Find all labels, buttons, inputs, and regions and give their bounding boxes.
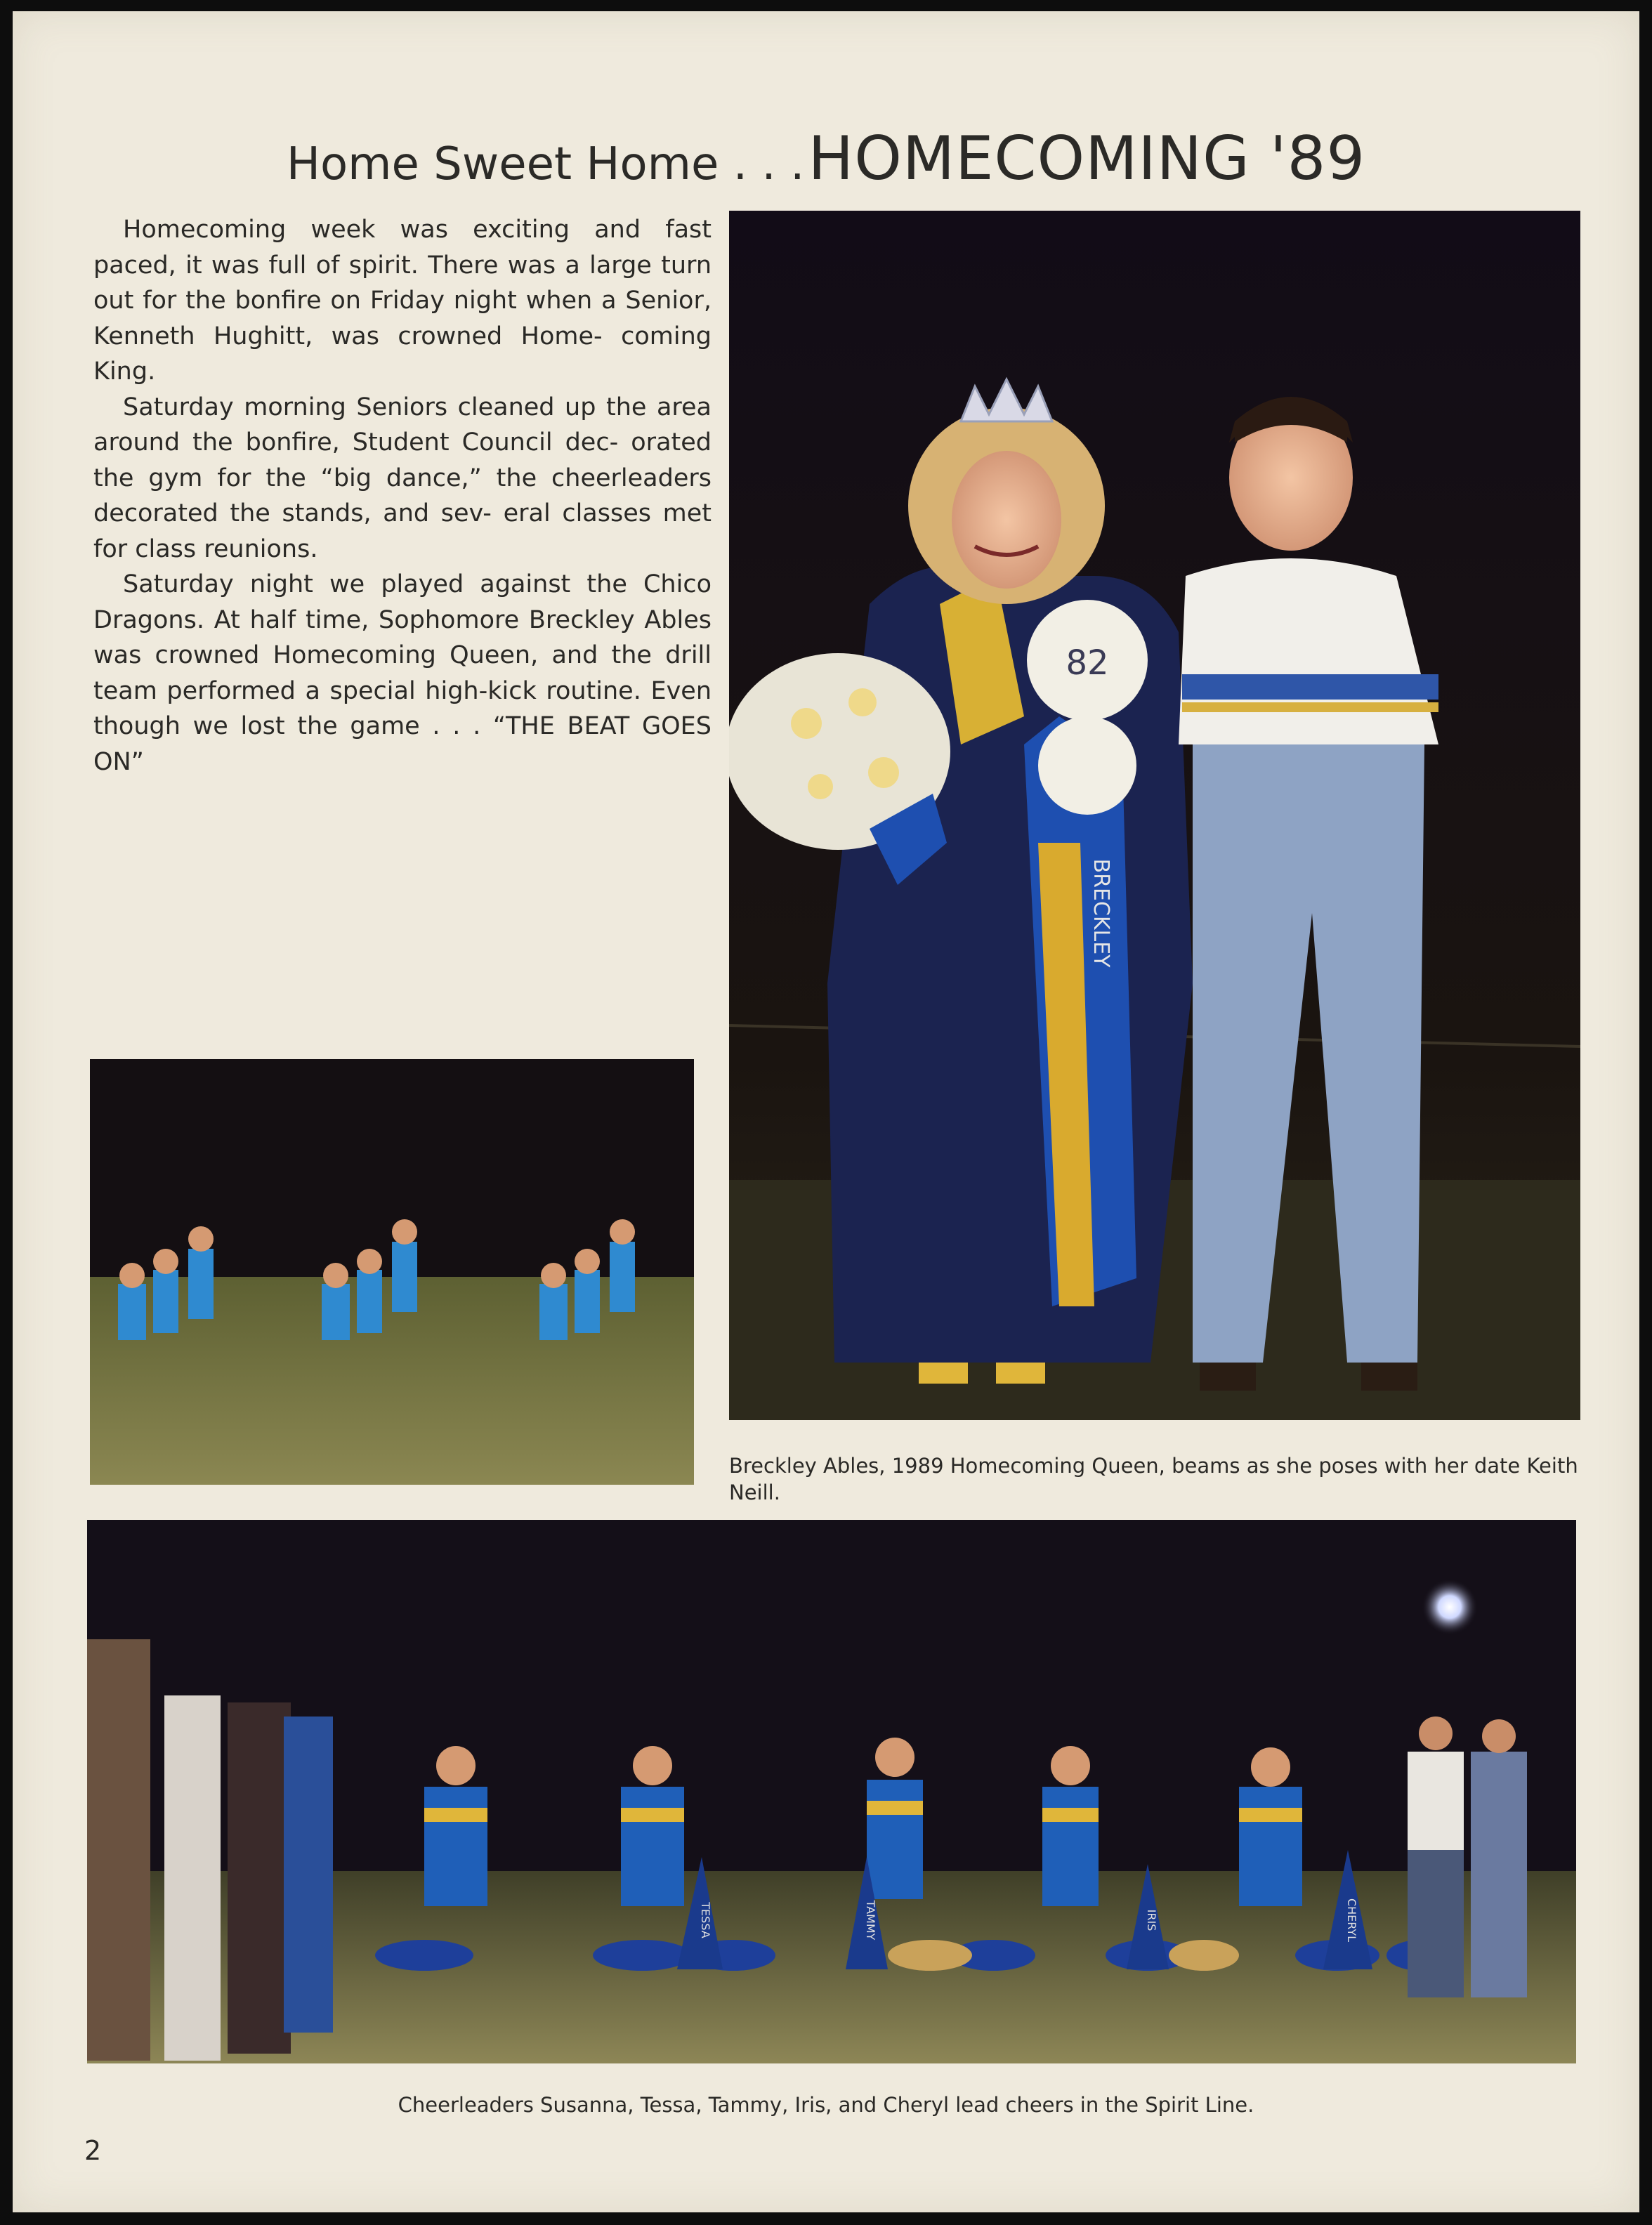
ribbon-number: 82 [1066,643,1109,683]
queen-photo [729,211,1580,1420]
spirit-line-caption: Cheerleaders Susanna, Tessa, Tammy, Iris, and Cheryl lead cheers in the Spirit Line. [398,2093,1254,2117]
megaphone-label-cheryl: CHERYL [1345,1898,1358,1943]
queen-photo-image [729,211,1580,1420]
yearbook-page [13,11,1639,2212]
spirit-line-image [87,1520,1576,2063]
article-paragraph-3: Saturday night we played against the Chico Dragons. At half time, Sophomore Breckley Ables was crowned Homecoming Queen, and the drill team performed a special high-kick routine. Even though we lost the game . . . “THE BEAT GOES ON” [93,570,712,776]
article-text [93,212,712,780]
page-number: 2 [84,2135,102,2166]
megaphone-label-tammy: TAMMY [864,1900,877,1941]
article-paragraph-1: Homecoming week was exciting and fast paced, it was full of spirit. There was a large turn out for the bonfire on Friday night when a Senior, Kenneth Hughitt, was crowned Home- coming King. [93,216,712,386]
sash-text: BRECKLEY [1089,858,1113,968]
megaphone-label-iris: IRIS [1145,1909,1158,1931]
drill-team-image [90,1059,694,1485]
spirit-line-photo [87,1520,1576,2063]
megaphone-label-tessa: TESSA [699,1902,712,1938]
drill-team-photo [90,1059,694,1485]
page-title [13,124,1639,194]
title-lead: Home Sweet Home . . . [286,138,805,190]
article-paragraph-2: Saturday morning Seniors cleaned up the area around the bonfire, Student Council dec- orated the gym for the “big dance,” the cheerleaders decorated the stands, and sev- eral classes met for class reunions. [93,393,712,563]
title-main: HOMECOMING '89 [808,124,1366,194]
queen-photo-caption: Breckley Ables, 1989 Homecoming Queen, beams as she poses with her date Keith Neill. [729,1454,1578,1504]
